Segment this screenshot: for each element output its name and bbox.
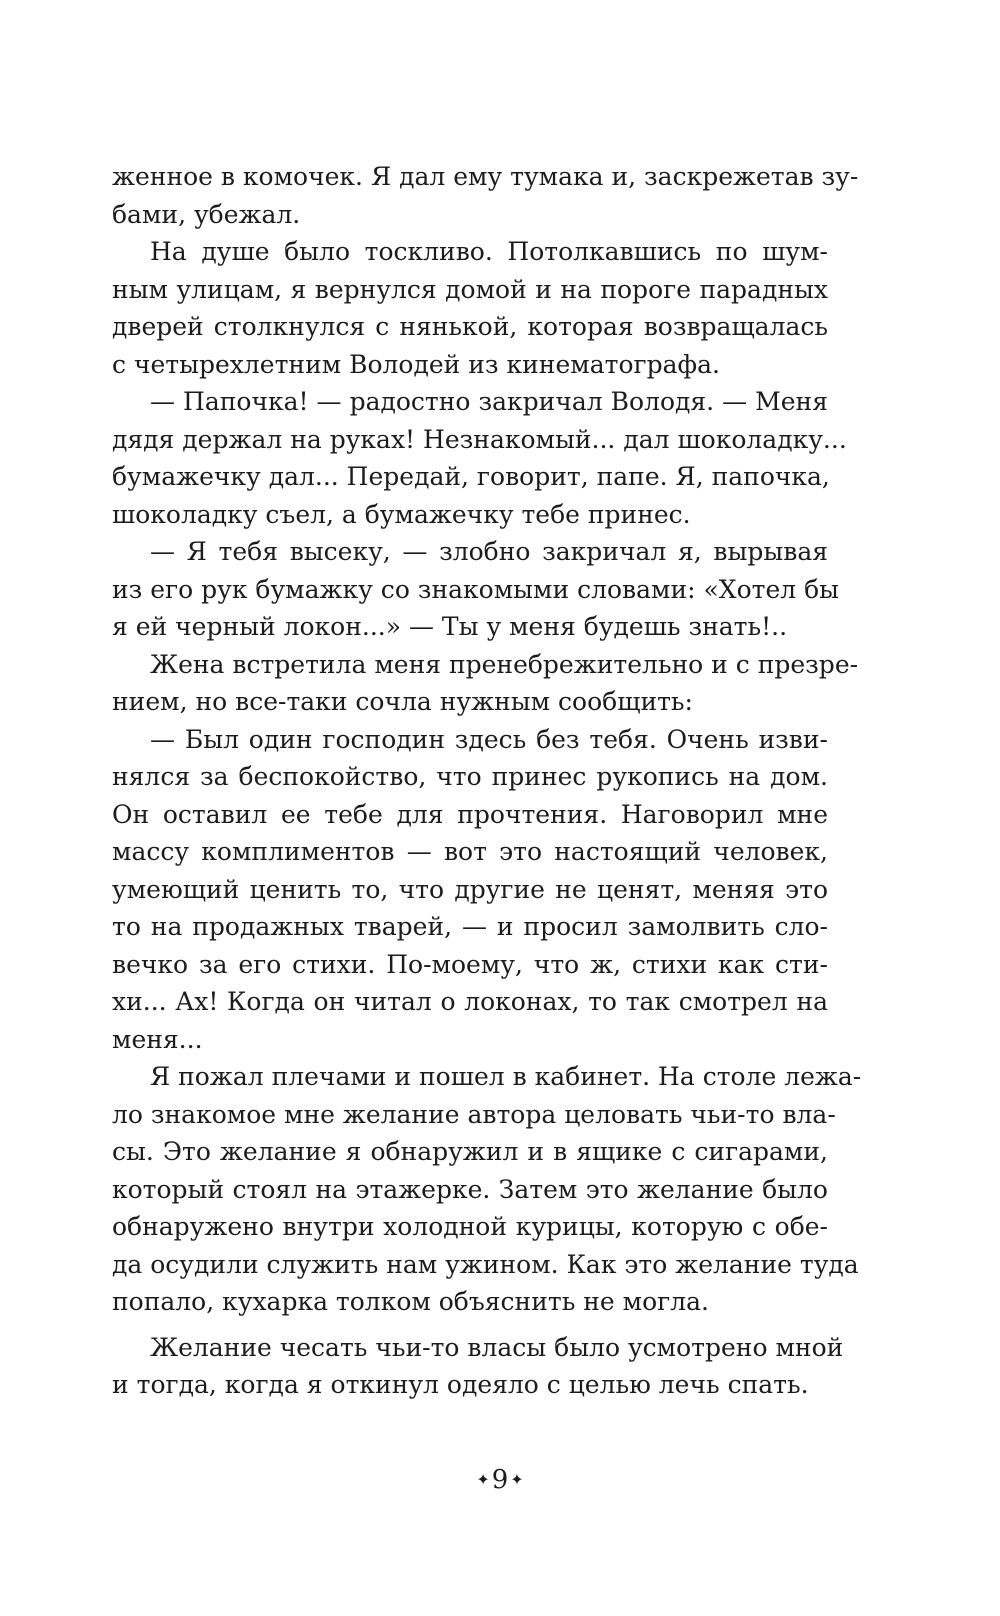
- text-line: шоколадку съел, а бумажечку тебе принес.: [112, 499, 691, 529]
- text-line: Желание чесать чьи-то власы было усмотрено мной: [150, 1332, 844, 1362]
- text-line: попало, кухарка толком объяснить не могла.: [112, 1287, 709, 1316]
- text-line: Жена встретила меня пренебрежительно и с презре-: [150, 649, 859, 679]
- text-line: вечко за его стихи. По-моему, что ж, стихи как сти-: [112, 949, 828, 979]
- page-number: 9: [491, 1465, 509, 1495]
- text-line: бумажечку дал... Передай, говорит, папе. Я, папочка,: [112, 462, 830, 491]
- ornament-right-icon: ✦: [510, 1470, 524, 1489]
- text-line: из его рук бумажку со знакомыми словами: «Хотел бы: [112, 574, 840, 604]
- paragraph-gap: [112, 1321, 828, 1329]
- text-line: обнаружено внутри холодной курицы, которую с обе-: [112, 1212, 828, 1241]
- text-line: умеющий ценить то, что другие не ценят, меняя это: [112, 874, 828, 904]
- text-line: я ей черный локон...» — Ты у меня будешь знать!..: [112, 612, 788, 641]
- text-line: меня...: [112, 1024, 203, 1054]
- text-line: массу комплиментов — вот это настоящий человек,: [112, 837, 828, 866]
- text-line: сы. Это желание я обнаружил и в ящике с сигарами,: [112, 1137, 828, 1166]
- text-line: — Папочка! — радостно закричал Володя. — Меня: [150, 387, 828, 416]
- text-line: то на продажных тварей, — и просил замолвить сло-: [112, 912, 828, 941]
- body-text: [112, 158, 862, 1404]
- text-line: Я пожал плечами и пошел в кабинет. На столе лежа-: [150, 1062, 862, 1091]
- text-line: нием, но все-таки сочла нужным сообщить:: [112, 687, 693, 716]
- text-line: нялся за беспокойство, что принес рукопись на дом.: [112, 762, 828, 791]
- text-line: да осудили служить нам ужином. Как это желание туда: [112, 1249, 859, 1279]
- page-number-footer: [0, 1465, 1000, 1495]
- text-line: бами, убежал.: [112, 199, 301, 229]
- text-line: ло знакомое мне желание автора целовать чьи-то вла-: [112, 1099, 836, 1129]
- text-line: На душе было тоскливо. Потолкавшись по шум-: [150, 237, 828, 266]
- text-line: и тогда, когда я откинул одеяло с целью лечь спать.: [112, 1370, 809, 1399]
- text-line: Он оставил ее тебе для прочтения. Наговорил мне: [112, 799, 828, 829]
- text-line: дядя держал на руках! Незнакомый... дал шоколадку...: [112, 424, 847, 454]
- text-line: который стоял на этажерке. Затем это желание было: [112, 1174, 828, 1204]
- text-line: с четырехлетним Володей из кинематографа.: [112, 349, 720, 379]
- text-line: — Был один господин здесь без тебя. Очень изви-: [150, 724, 828, 754]
- text-line: — Я тебя высеку, — злобно закричал я, вырывая: [150, 537, 828, 566]
- text-line: дверей столкнулся с нянькой, которая возвращалась: [112, 312, 828, 341]
- ornament-left-icon: ✦: [476, 1470, 490, 1489]
- text-line: женное в комочек. Я дал ему тумака и, заскрежетав зу-: [112, 162, 859, 191]
- text-line: хи... Ах! Когда он читал о локонах, то так смотрел на: [112, 987, 828, 1016]
- text-line: ным улицам, я вернулся домой и на пороге парадных: [112, 274, 828, 304]
